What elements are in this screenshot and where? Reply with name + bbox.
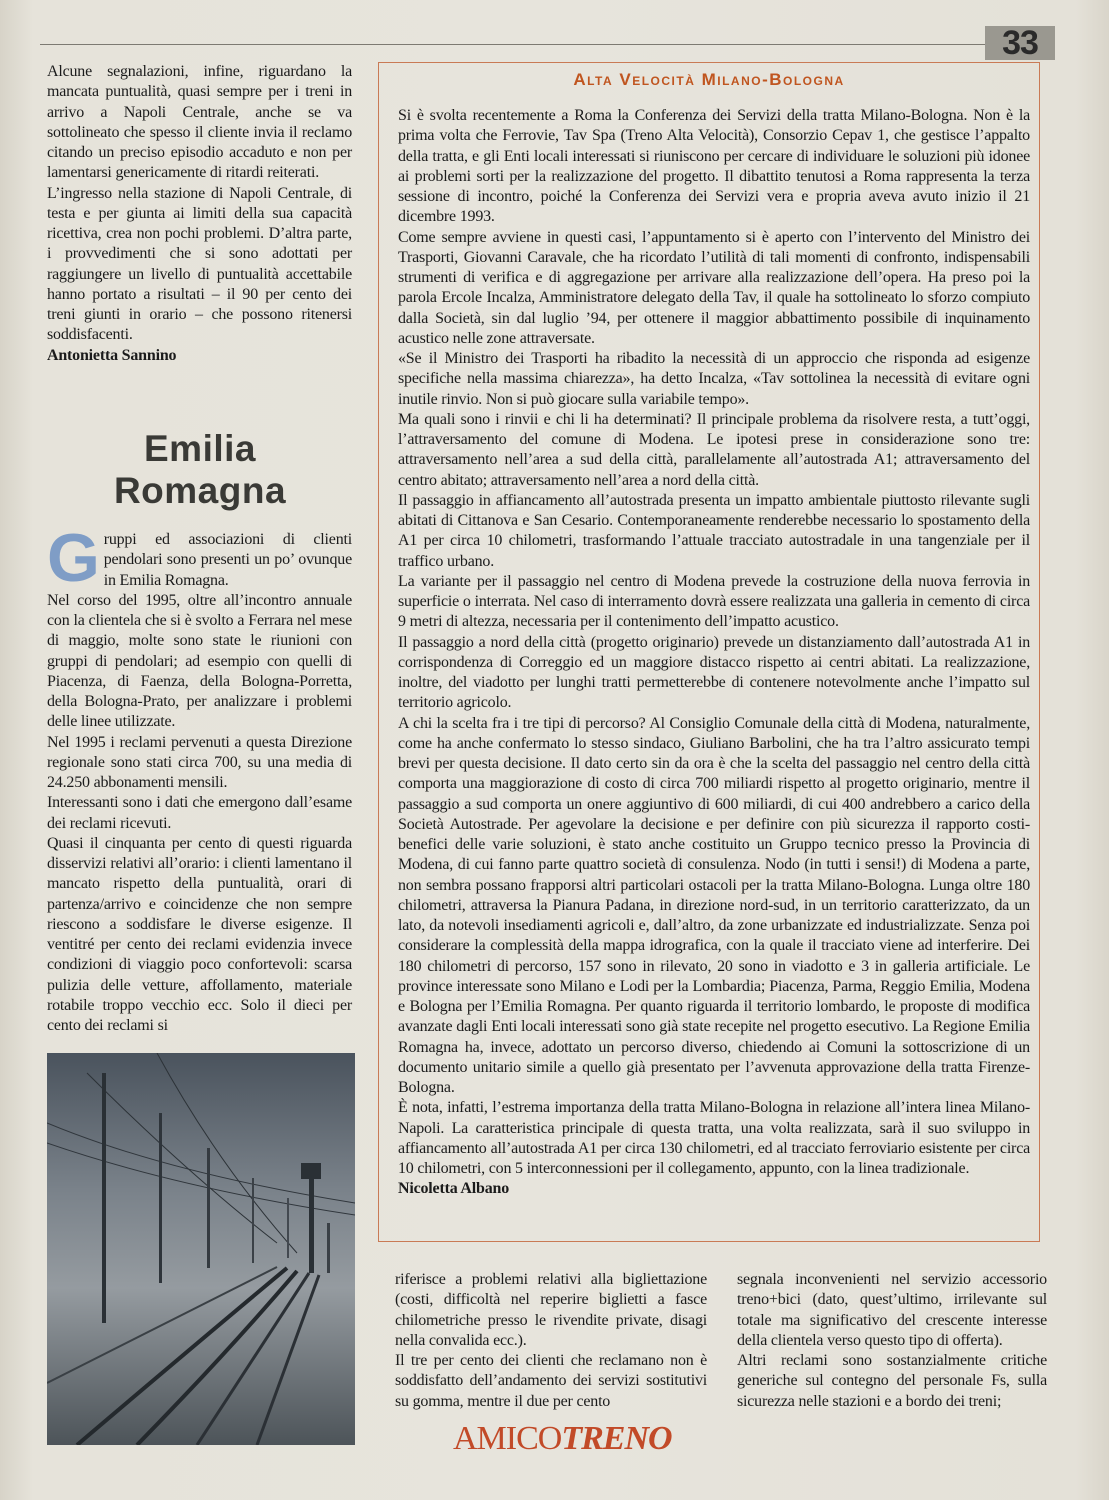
region-first-paragraph [47, 520, 352, 596]
region-first-text: ruppi ed associazioni di clienti pendolari sono presenti un po’ ovunque in Emilia Romagna. [103, 531, 352, 589]
bottom-middle-column [395, 1270, 707, 1412]
bottom-paragraph: Il tre per cento dei clienti che reclamano non è soddisfatto dell’andamento dei servizi sostitutivi su gomma, mentre il due per cento [395, 1352, 707, 1410]
box-article [398, 106, 1030, 1200]
left-paragraph: L’ingresso nella stazione di Napoli Centrale, di testa e per giunta ai limiti della sua capacità ricettiva, crea non pochi problemi. D’altra parte, i provvedimenti che si sono adottati per raggiungere un livello di puntualità accettabile hanno portato a risultati – il 90 per cento dei treni giunti in orario – che possono ritenersi soddisfacenti. [47, 184, 352, 344]
drop-cap: G [47, 520, 100, 596]
box-paragraph: È nota, infatti, l’estrema importanza della tratta Milano-Bologna in relazione all’intera linea Milano-Napoli. La caratteristica principale di questa tratta, una volta realizzata, sarà il suo sviluppo in affiancamento all’autostrada A1 per circa 130 chilometri, ed al tracciato ferroviario esistente per circa 10 chilometri, con 5 interconnessioni per il collegamento, appunto, con la linea tradizionale. [398, 1099, 1030, 1177]
bottom-paragraph: segnala inconvenienti nel servizio accessorio treno+bici (dato, quest’ultimo, irrilevante sul totale ma significativo del crescente interesse della clientela verso questo tipo di offerta). [737, 1271, 1047, 1349]
amicotreno-logo [453, 1420, 672, 1458]
region-title-line2: Romagna [113, 470, 287, 511]
railway-illustration [47, 1053, 355, 1445]
left-paragraph: Alcune segnalazioni, infine, riguardano la mancata puntualità, quasi sempre per i treni in arrivo a Napoli Centrale, anche se va sottolineato che spesso il cliente invia il reclamo citando un preciso episodio accaduto e non per lamentarsi genericamente di ritardi reiterati. [47, 63, 352, 182]
bottom-paragraph: riferisce a problemi relativi alla bigliettazione (costi, difficoltà nel reperire biglietti a fasce chilometriche presso le rivendite private, disagi nella convalida ecc.). [395, 1271, 707, 1349]
left-column [47, 62, 352, 366]
box-paragraph: Come sempre avviene in questi casi, l’appuntamento si è aperto con l’intervento del Ministro dei Trasporti, Giovanni Caravale, che ha ricordato l’utilità di tali momenti di confronto, indispensabili strumenti di verifica e di aggregazione per arrivare alla realizzazione dell’opera. Ha preso poi la parola Ercole Incalza, Amministratore delegato della Tav, il quale ha sottolineato lo sforzo compiuto dalla Società, sin dal luglio ’94, per ottenere il maggior abbattimento possibile di inquinamento acustico nelle zone attraversate. [398, 228, 1030, 347]
page-number: 33 [985, 26, 1055, 60]
header-rule [40, 44, 1040, 45]
box-paragraph: «Se il Ministro dei Trasporti ha ribadito la necessità di un approccio che risponda ad esigenze specifiche nella massima chiarezza», ha detto Incalza, «Tav sottolinea la necessità di evitare ogni inutile rinvio. Non si può giocare sulla variabile tempo». [398, 350, 1030, 408]
box-paragraph: Ma quali sono i rinvii e chi li ha determinati? Il principale problema da risolvere resta, a tutt’oggi, l’attraversamento del comune di Modena. Le ipotesi prese in considerazione sono tre: attraversamento nell’area a sud della città, parallelamente all’autostrada A1; attraversamento del centro abitato; attraversamento nell’area a nord della città. [398, 410, 1030, 489]
region-article [47, 520, 352, 1036]
box-paragraph: Il passaggio a nord della città (progetto originario) prevede un distanziamento dall’autostrada A1 in corrispondenza di Correggio ed un maggiore distacco rispetto ai centri abitati. La realizzazione, inoltre, del viadotto per lunghi tratti permetterebbe di contenere notevolmente anche l’impatto sul territorio agricolo. [398, 633, 1030, 712]
region-paragraph: Nel corso del 1995, oltre all’incontro annuale con la clientela che si è svolto a Ferrara nel mese di maggio, molte sono state le riunioni con gruppi di pendolari; ad esempio con quelli di Piacenza, di Faenza, della Bologna-Porretta, della Bologna-Prato, per analizzare i problemi delle linee utilizzate. [47, 591, 352, 731]
box-paragraph: Il passaggio in affiancamento all’autostrada presenta un impatto ambientale piuttosto rilevante sugli abitati di Cittanova e San Cesario. Contemporaneamente renderebbe necessario lo spostamento della A1 per circa 10 chilometri, trasformando l’attuale tracciato autostradale in una tangenziale per il traffico urbano. [398, 491, 1030, 570]
box-paragraph: A chi la scelta fra i tre tipi di percorso? Al Consiglio Comunale della città di Modena, naturalmente, come ha anche confermato lo stesso sindaco, Giuliano Barbolini, che ha tra l’altro assicurato tempi brevi per questa decisione. Il dato certo sin da ora è che la scelta del passaggio nel centro della città comporta una maggiorazione di costo di circa 700 miliardi rispetto al progetto originario, mentre il passaggio a sud comporta un onere aggiuntivo di 600 miliardi, di cui 400 andrebbero a carico della Società Autostrade. Per agevolare la decisione e per definire con più sicurezza il rapporto costi-benefici delle varie soluzioni, è stato anche costituito un Gruppo tecnico presso la Provincia di Modena, di cui fanno parte quattro società di consulenza. Nodo (in tutti i sensi!) di Modena a parte, non sembra possano frapporsi altri particolari ostacoli per la tratta Milano-Bologna. Lunga oltre 180 chilometri, attraversa la Pianura Padana, in direzione nord-sud, in un territorio caratterizzato, da un lato, da notevoli insediamenti agricoli e, dall’altro, da zone urbanizzate ed industrializzate. Senza poi considerare la complessità della mappa idrografica, con la quale il tracciato viene ad interferire. Dei 180 chilometri di percorso, 157 sono in rilevato, 20 sono in viadotto e 3 in galleria artificiale. Le province interessate sono Milano e Lodi per la Lombardia; Piacenza, Parma, Reggio Emilia, Modena e Bologna per l’Emilia Romagna. Per quanto riguarda il territorio lombardo, le proposte di modifica avanzate dagli Enti locali interessati sono già state recepite nel progetto esecutivo. La Regione Emilia Romagna ha, invece, adottato un percorso diverso, chiedendo ai Comuni la sottoscrizione di un documento unitario simile a quello già presentato per l’avvenuta approvazione della tratta Firenze-Bologna. [398, 714, 1030, 1096]
bottom-paragraph: Altri reclami sono sostanzialmente critiche generiche sul contegno del personale Fs, sulla sicurezza nelle stazioni e a bordo dei treni; [737, 1352, 1047, 1410]
byline-box: Nicoletta Albano [398, 1180, 510, 1198]
region-paragraph: Quasi il cinquanta per cento di questi riguarda disservizi relativi all’orario: i clienti lamentano il mancato rispetto della puntualità, orari di partenza/arrivo e coincidenze che non sempre riescono a soddisfare le diverse esigenze. Il ventitré per cento dei reclami evidenzia invece condizioni di viaggio poco confortevoli: scarsa pulizia delle vetture, affollamento, materiale rotabile troppo vecchio ecc. Solo il dieci per cento dei reclami si [47, 834, 352, 1034]
logo-part1: AMICO [453, 1420, 562, 1457]
region-paragraph: Interessanti sono i dati che emergono dall’esame dei reclami ricevuti. [47, 794, 352, 832]
box-title: Alta Velocità Milano-Bologna [573, 70, 845, 89]
bottom-right-column [737, 1270, 1047, 1412]
region-title [60, 428, 340, 512]
byline-left: Antonietta Sannino [47, 346, 177, 364]
box-paragraph: La variante per il passaggio nel centro di Modena prevede la costruzione della nuova ferrovia in superficie o interrata. Nel caso di interramento dovrà essere realizzata una galleria in cemento di circa 9 metri di altezza, necessaria per il contenimento dell’impatto acustico. [398, 572, 1030, 631]
railway-photo [47, 1053, 355, 1445]
region-title-line1: Emilia [144, 428, 256, 469]
region-paragraph: Nel 1995 i reclami pervenuti a questa Direzione regionale sono stati circa 700, su una media di 24.250 abbonamenti mensili. [47, 733, 352, 791]
logo-part2: TRENO [561, 1420, 672, 1457]
box-paragraph: Si è svolta recentemente a Roma la Conferenza dei Servizi della tratta Milano-Bologna. Non è la prima volta che Ferrovie, Tav Spa (Treno Alta Velocità), Consorzio Cepav 1, che gestisce l’appalto della tratta, e gli Enti locali interessati si riuniscono per cercare di individuare le soluzioni più idonee ai problemi sorti per la realizzazione del progetto. Il dibattito tenutosi a Roma rappresenta la terza sessione di incontro, poiché la Conferenza dei Servizi vera e propria aveva avuto inizio il 21 dicembre 1993. [398, 107, 1030, 226]
